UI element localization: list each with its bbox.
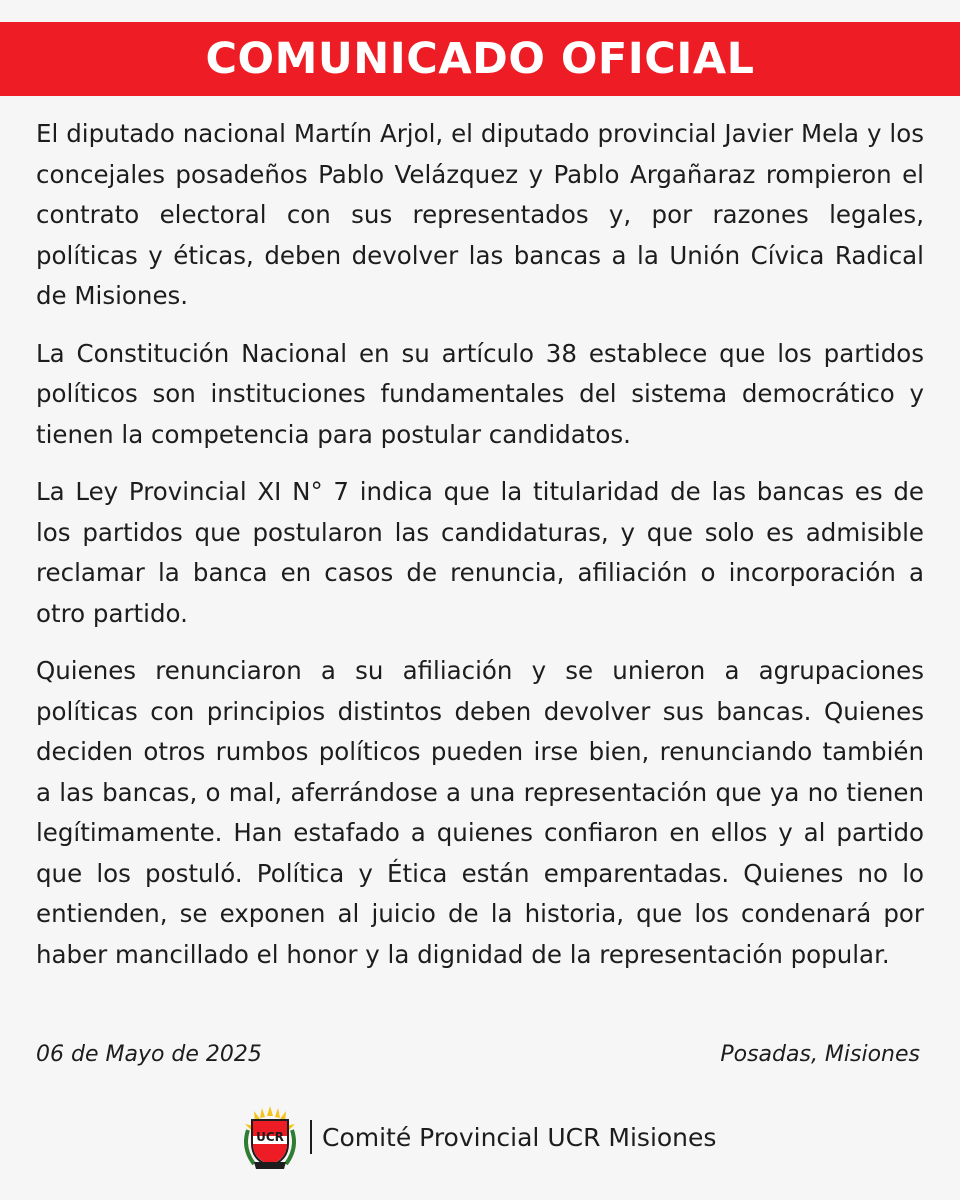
paragraph: La Ley Provincial XI N° 7 indica que la titularidad de las bancas es de los partidos que postularon las candidaturas, y que solo es admisible reclamar la banca en casos de renuncia, afiliación o incorporación a otro partido. (36, 477, 924, 628)
date-label: 06 de Mayo de 2025 (36, 1042, 262, 1067)
place-label: Posadas, Misiones (720, 1042, 920, 1067)
logo-text: UCR (256, 1130, 284, 1144)
signature-block (240, 1102, 716, 1172)
page-title: COMUNICADO OFICIAL (205, 34, 755, 84)
statement-body (36, 114, 924, 992)
paragraph: El diputado nacional Martín Arjol, el diputado provincial Javier Mela y los concejales posadeños Pablo Velázquez y Pablo Argañaraz rompieron el contrato electoral con sus representados y, por razones legales, políticas y éticas, deben devolver las bancas a la Unión Cívica Radical de Misiones. (36, 119, 924, 310)
paragraph: Quienes renunciaron a su afiliación y se unieron a agrupaciones políticas con principios distintos deben devolver sus bancas. Quienes deciden otros rumbos políticos pueden irse bien, renunciando también a las bancas, o mal, aferrándose a una representación que ya no tienen legítimamente. Han estafado a quienes confiaron en ellos y al partido que los postuló. Política y Ética están emparentadas. Quienes no lo entienden, se exponen al juicio de la historia, que los condenará por haber mancillado el honor y la dignidad de la representación popular. (36, 656, 924, 969)
paragraph: La Constitución Nacional en su artículo 38 establece que los partidos políticos son instituciones fundamentales del sistema democrático y tienen la competencia para postular candidatos. (36, 338, 924, 449)
header-banner (0, 22, 960, 96)
divider (310, 1120, 312, 1154)
ucr-logo-icon (240, 1104, 300, 1170)
committee-name: Comité Provincial UCR Misiones (322, 1122, 717, 1152)
